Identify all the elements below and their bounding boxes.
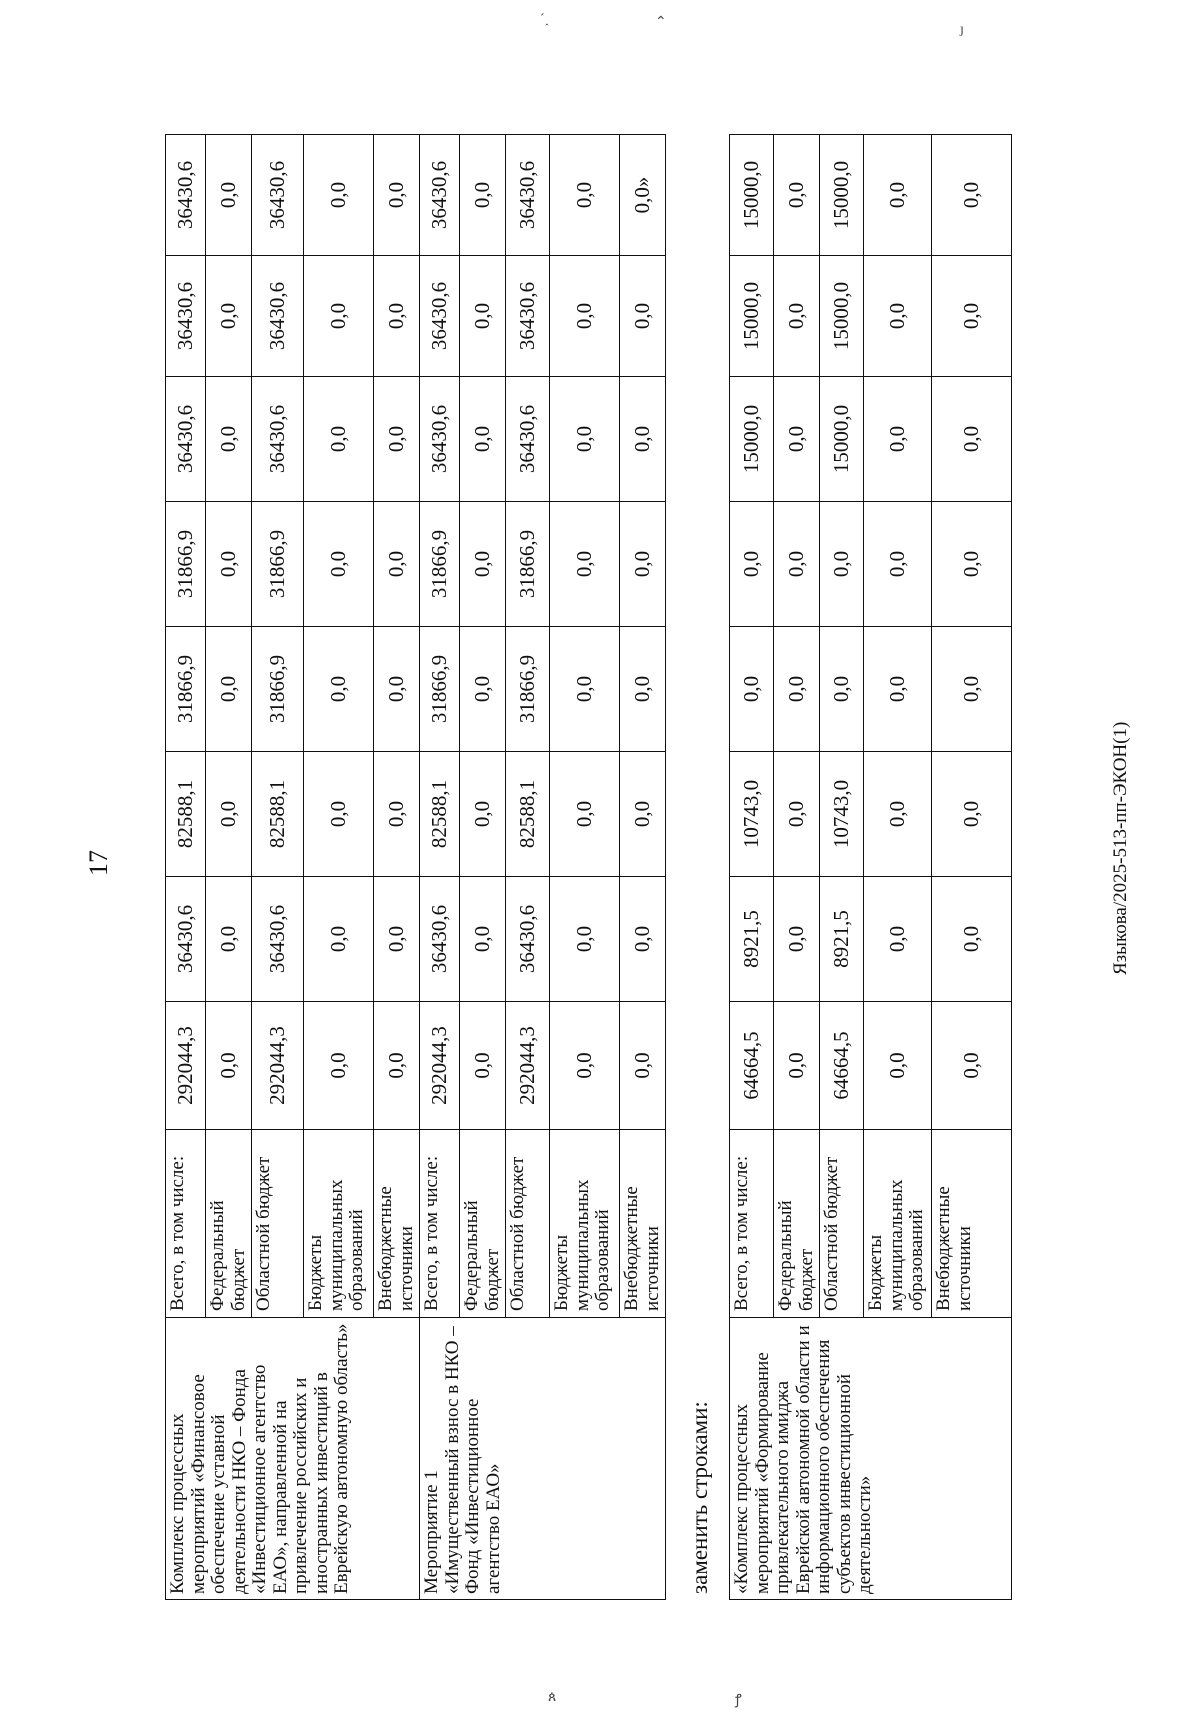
value-cell: 0,0 <box>304 627 374 752</box>
value-cell: 0,0 <box>374 377 420 502</box>
value-cell: 0,0 <box>730 502 774 627</box>
value-cell: 0,0 <box>206 377 252 502</box>
value-cell: 0,0 <box>620 1002 666 1130</box>
value-cell: 10743,0 <box>730 752 774 877</box>
value-cell: 82588,1 <box>420 752 460 877</box>
value-cell: 292044,3 <box>252 1002 304 1130</box>
table-row <box>730 135 774 1600</box>
budget-table-1 <box>165 134 666 1600</box>
value-cell: 0,0 <box>374 752 420 877</box>
funding-source-cell: Областной бюджет <box>252 1130 304 1318</box>
value-cell: 0,0 <box>774 752 820 877</box>
value-cell: 0,0 <box>206 877 252 1002</box>
value-cell: 31866,9 <box>420 627 460 752</box>
value-cell: 0,0 <box>620 627 666 752</box>
value-cell: 0,0 <box>206 256 252 377</box>
section-label: заменить строками: <box>687 1401 712 1594</box>
value-cell: 0,0 <box>206 627 252 752</box>
value-cell: 0,0 <box>932 1002 1012 1130</box>
value-cell: 31866,9 <box>166 627 206 752</box>
funding-source-cell: Областной бюджет <box>820 1130 864 1318</box>
value-cell: 0,0 <box>820 502 864 627</box>
funding-source-cell: Областной бюджет <box>506 1130 550 1318</box>
value-cell: 0,0 <box>864 377 932 502</box>
value-cell: 0,0 <box>550 1002 620 1130</box>
funding-source-cell: Федеральный бюджет <box>774 1130 820 1318</box>
value-cell: 0,0 <box>932 752 1012 877</box>
value-cell: 0,0 <box>932 135 1012 256</box>
value-cell: 64664,5 <box>730 1002 774 1130</box>
value-cell: 0,0 <box>374 627 420 752</box>
value-cell: 0,0 <box>460 752 506 877</box>
value-cell: 0,0 <box>304 1002 374 1130</box>
value-cell: 8921,5 <box>730 877 774 1002</box>
value-cell: 0,0 <box>550 377 620 502</box>
value-cell: 36430,6 <box>420 256 460 377</box>
value-cell: 36430,6 <box>506 377 550 502</box>
program-name-cell: Комплекс процессных мероприятий «Финансовое обеспечение уставной деятельности НКО – Фонда «Инвестиционное агентство ЕАО», направленной на привлечение российских и иностранных инвестиций в Еврейскую автономную область» <box>166 1318 420 1600</box>
value-cell: 15000,0 <box>730 377 774 502</box>
value-cell: 0,0 <box>206 752 252 877</box>
value-cell: 0,0 <box>730 627 774 752</box>
value-cell: 82588,1 <box>166 752 206 877</box>
footer-note: Языкова/2025-513-пп-ЭКОН(1) <box>1110 721 1131 975</box>
value-cell: 36430,6 <box>420 877 460 1002</box>
value-cell: 0,0 <box>864 627 932 752</box>
value-cell: 0,0 <box>932 502 1012 627</box>
value-cell: 0,0 <box>374 1002 420 1130</box>
value-cell: 0,0 <box>374 502 420 627</box>
value-cell: 292044,3 <box>420 1002 460 1130</box>
value-cell: 0,0 <box>932 627 1012 752</box>
value-cell: 0,0 <box>550 877 620 1002</box>
value-cell: 15000,0 <box>820 135 864 256</box>
value-cell: 0,0 <box>304 377 374 502</box>
value-cell: 0,0 <box>774 256 820 377</box>
value-cell: 0,0 <box>932 377 1012 502</box>
value-cell: 0,0 <box>774 135 820 256</box>
value-cell: 15000,0 <box>730 135 774 256</box>
value-cell: 0,0 <box>864 1002 932 1130</box>
value-cell: 0,0 <box>550 502 620 627</box>
value-cell: 82588,1 <box>506 752 550 877</box>
funding-source-cell: Внебюджетные источники <box>374 1130 420 1318</box>
value-cell: 15000,0 <box>820 377 864 502</box>
value-cell: 0,0 <box>620 877 666 1002</box>
value-cell: 31866,9 <box>506 502 550 627</box>
value-cell: 36430,6 <box>166 877 206 1002</box>
value-cell: 0,0 <box>206 1002 252 1130</box>
budget-table-2 <box>729 134 1012 1600</box>
value-cell: 0,0 <box>460 1002 506 1130</box>
value-cell: 36430,6 <box>252 877 304 1002</box>
value-cell: 0,0 <box>620 377 666 502</box>
value-cell: 0,0 <box>550 627 620 752</box>
funding-source-cell: Федеральный бюджет <box>460 1130 506 1318</box>
value-cell: 0,0 <box>304 135 374 256</box>
value-cell: 0,0 <box>374 877 420 1002</box>
value-cell: 36430,6 <box>420 135 460 256</box>
value-cell: 0,0» <box>620 135 666 256</box>
value-cell: 0,0 <box>932 256 1012 377</box>
value-cell: 0,0 <box>774 502 820 627</box>
value-cell: 0,0 <box>460 502 506 627</box>
program-name-cell: «Комплекс процессных мероприятий «Формирование привлекательного имиджа Еврейской автономной области и информационного обеспечения субъектов инвестиционной деятельности» <box>730 1318 1012 1600</box>
value-cell: 0,0 <box>550 752 620 877</box>
value-cell: 36430,6 <box>166 377 206 502</box>
value-cell: 0,0 <box>304 877 374 1002</box>
value-cell: 15000,0 <box>730 256 774 377</box>
value-cell: 0,0 <box>774 877 820 1002</box>
table-row <box>420 135 460 1600</box>
value-cell: 10743,0 <box>820 752 864 877</box>
value-cell: 0,0 <box>550 135 620 256</box>
funding-source-cell: Внебюджетные источники <box>932 1130 1012 1318</box>
value-cell: 0,0 <box>304 752 374 877</box>
value-cell: 0,0 <box>864 752 932 877</box>
value-cell: 0,0 <box>774 627 820 752</box>
value-cell: 0,0 <box>206 502 252 627</box>
value-cell: 0,0 <box>774 377 820 502</box>
value-cell: 0,0 <box>460 256 506 377</box>
value-cell: 0,0 <box>304 502 374 627</box>
value-cell: 0,0 <box>550 256 620 377</box>
value-cell: 82588,1 <box>252 752 304 877</box>
value-cell: 0,0 <box>620 256 666 377</box>
value-cell: 36430,6 <box>506 877 550 1002</box>
funding-source-cell: Всего, в том числе: <box>166 1130 206 1318</box>
funding-source-cell: Всего, в том числе: <box>730 1130 774 1318</box>
value-cell: 64664,5 <box>820 1002 864 1130</box>
funding-source-cell: Бюджеты муниципальных образований <box>550 1130 620 1318</box>
page-number: 17 <box>84 850 113 876</box>
value-cell: 292044,3 <box>506 1002 550 1130</box>
value-cell: 0,0 <box>820 627 864 752</box>
value-cell: 36430,6 <box>252 377 304 502</box>
program-name-cell: Мероприятие 1 «Имущественный взнос в НКО – Фонд «Инвестиционное агентство ЕАО» <box>420 1318 666 1600</box>
value-cell: 8921,5 <box>820 877 864 1002</box>
value-cell: 36430,6 <box>420 377 460 502</box>
value-cell: 0,0 <box>460 377 506 502</box>
value-cell: 0,0 <box>374 256 420 377</box>
funding-source-cell: Бюджеты муниципальных образований <box>864 1130 932 1318</box>
value-cell: 36430,6 <box>166 135 206 256</box>
value-cell: 31866,9 <box>420 502 460 627</box>
funding-source-cell: Бюджеты муниципальных образований <box>304 1130 374 1318</box>
value-cell: 36430,6 <box>506 256 550 377</box>
value-cell: 0,0 <box>864 135 932 256</box>
value-cell: 36430,6 <box>166 256 206 377</box>
table-row <box>166 135 206 1600</box>
value-cell: 0,0 <box>460 135 506 256</box>
funding-source-cell: Всего, в том числе: <box>420 1130 460 1318</box>
funding-source-cell: Федеральный бюджет <box>206 1130 252 1318</box>
value-cell: 0,0 <box>460 877 506 1002</box>
value-cell: 292044,3 <box>166 1002 206 1130</box>
value-cell: 0,0 <box>774 1002 820 1130</box>
value-cell: 0,0 <box>864 502 932 627</box>
rotated-content <box>165 130 1105 1600</box>
value-cell: 0,0 <box>620 752 666 877</box>
value-cell: 36430,6 <box>506 135 550 256</box>
value-cell: 15000,0 <box>820 256 864 377</box>
value-cell: 0,0 <box>304 256 374 377</box>
value-cell: 0,0 <box>460 627 506 752</box>
value-cell: 0,0 <box>620 502 666 627</box>
value-cell: 0,0 <box>374 135 420 256</box>
value-cell: 31866,9 <box>252 502 304 627</box>
value-cell: 0,0 <box>932 877 1012 1002</box>
value-cell: 31866,9 <box>252 627 304 752</box>
value-cell: 0,0 <box>864 877 932 1002</box>
value-cell: 0,0 <box>864 256 932 377</box>
value-cell: 36430,6 <box>252 256 304 377</box>
value-cell: 36430,6 <box>252 135 304 256</box>
value-cell: 0,0 <box>206 135 252 256</box>
funding-source-cell: Внебюджетные источники <box>620 1130 666 1318</box>
value-cell: 31866,9 <box>506 627 550 752</box>
value-cell: 31866,9 <box>166 502 206 627</box>
